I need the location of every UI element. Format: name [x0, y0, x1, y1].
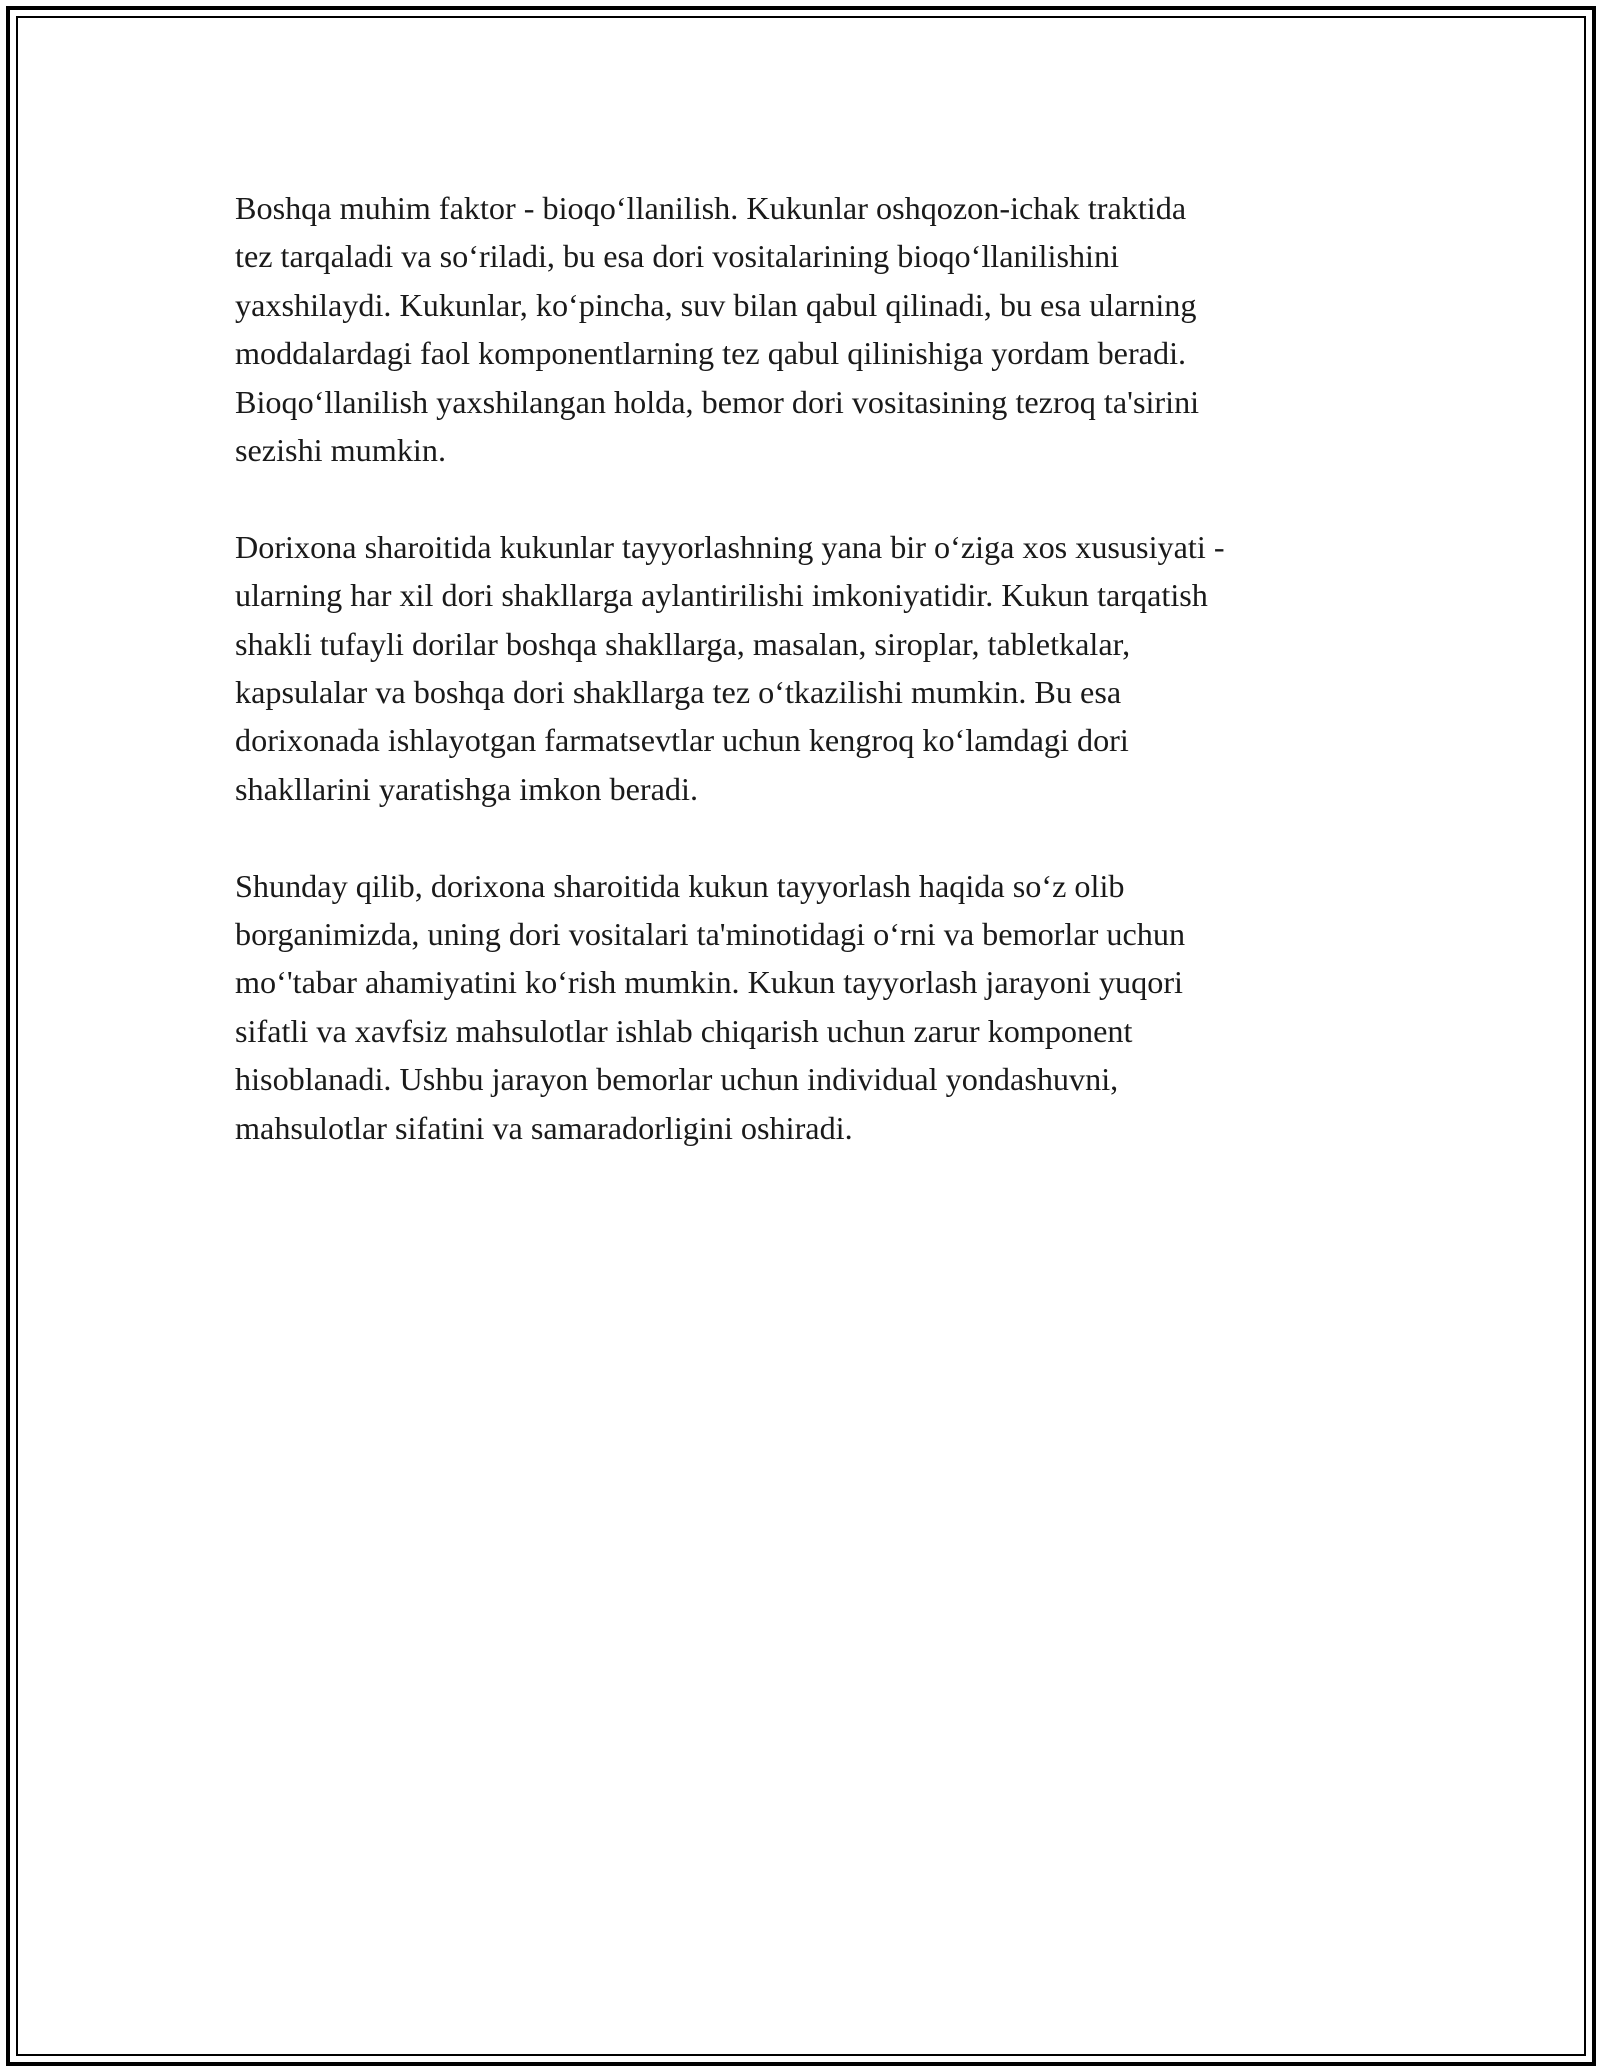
text-line: Boshqa muhim faktor - bioqo‘llanilish. Kukunlar oshqozon-ichak traktida: [235, 190, 1187, 226]
text-line: shakllarini yaratishga imkon beradi.: [235, 770, 699, 807]
text-line: tez tarqaladi va so‘riladi, bu esa dori vositalarining bioqo‘llanilishini: [235, 238, 1120, 275]
text-line: yaxshilaydi. Kukunlar, ko‘pincha, suv bilan qabul qilinadi, bu esa ularning: [235, 286, 1197, 323]
text-line: Bioqo‘llanilish yaxshilangan holda, bemor dori vositasining tezroq ta'sirini: [235, 383, 1200, 420]
paragraph-2: [235, 523, 1385, 813]
text-line: Shunday qilib, dorixona sharoitida kukun tayyorlash haqida so‘z olib: [235, 867, 1125, 904]
paragraph-1: [235, 184, 1385, 474]
text-line: hisoblanadi. Ushbu jarayon bemorlar uchun individual yondashuvni,: [235, 1061, 1119, 1098]
text-line: mahsulotlar sifatini va samaradorligini oshiradi.: [235, 1109, 853, 1146]
text-line: Dorixona sharoitida kukunlar tayyorlashning yana bir o‘ziga xos xususiyati -: [235, 528, 1225, 565]
text-line: sezishi mumkin.: [235, 432, 446, 469]
text-line: dorixonada ishlayotgan farmatsevtlar uchun kengroq ko‘lamdagi dori: [235, 722, 1129, 759]
text-line: borganimizda, uning dori vositalari ta'minotidagi o‘rni va bemorlar uchun: [235, 916, 1186, 953]
text-line: sifatli va xavfsiz mahsulotlar ishlab chiqarish uchun zarur komponent: [235, 1012, 1133, 1049]
text-line: kapsulalar va boshqa dori shakllarga tez o‘tkazilishi mumkin. Bu esa: [235, 674, 1122, 711]
text-line: moddalardagi faol komponentlarning tez qabul qilinishiga yordam beradi.: [235, 335, 1187, 372]
text-line: ularning har xil dori shakllarga aylantirilishi imkoniyatidir. Kukun tarqatish: [235, 577, 1208, 614]
document-body: [235, 184, 1385, 1200]
text-line: mo‘'tabar ahamiyatini ko‘rish mumkin. Kukun tayyorlash jarayoni yuqori: [235, 964, 1183, 1001]
text-line: shakli tufayli dorilar boshqa shakllarga, masalan, siroplar, tabletkalar,: [235, 625, 1131, 662]
paragraph-3: [235, 862, 1385, 1152]
